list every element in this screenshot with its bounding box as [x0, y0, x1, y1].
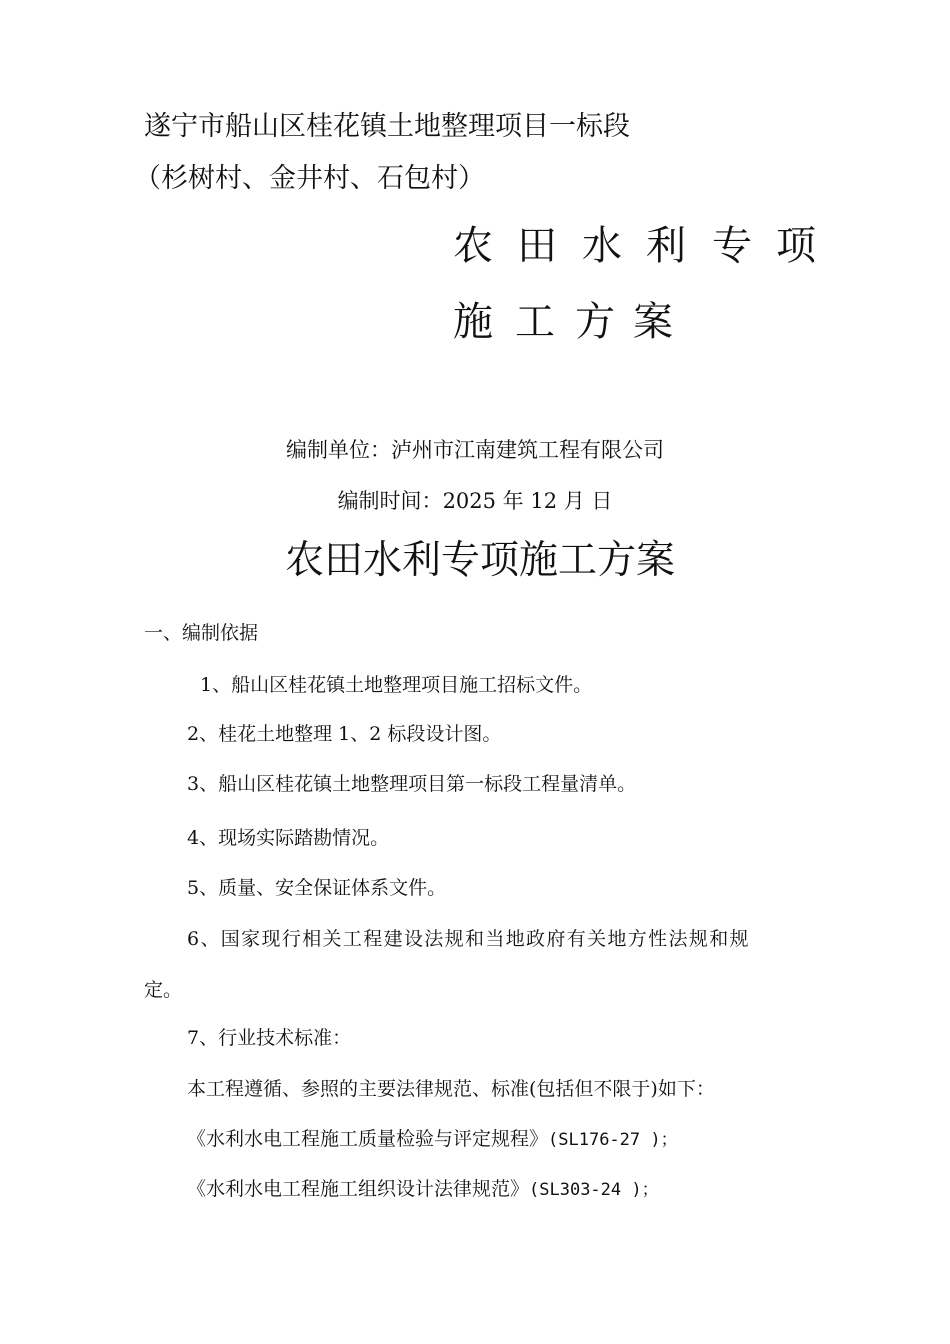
section-heading: 一、编制依据	[144, 622, 259, 644]
list-item: 5、质量、安全保证体系文件。	[187, 877, 447, 899]
cover-title-char: 水	[582, 223, 622, 269]
list-item-continuation: 定。	[144, 979, 183, 1001]
cover-title-char: 农	[453, 223, 493, 269]
cover-title-line-1	[0, 223, 950, 272]
standard-code: (SL303-24 )；	[529, 1180, 659, 1200]
standard-name: 《水利水电工程施工组织设计法律规范》	[187, 1178, 530, 1200]
document-title: 农田水利专项施工方案	[284, 538, 675, 583]
cover-title-char: 工	[515, 299, 555, 345]
cover-title-char: 田	[517, 223, 557, 269]
list-item: 7、行业技术标准：	[187, 1027, 352, 1049]
compile-date	[0, 491, 950, 512]
list-item: 2、桂花土地整理 1、2 标段设计图。	[187, 723, 502, 745]
compiler-unit-label: 编制单位：	[286, 438, 391, 462]
cover-title-char: 案	[633, 299, 673, 345]
compiler-unit-value: 泸州市江南建筑工程有限公司	[391, 438, 664, 462]
list-item: 1、船山区桂花镇土地整理项目施工招标文件。	[200, 674, 593, 696]
standard-item	[187, 1180, 659, 1199]
standard-item	[187, 1130, 678, 1149]
standard-code: (SL176-27 )；	[548, 1130, 678, 1150]
cover-title-char: 利	[646, 223, 686, 269]
cover-title-char: 专	[712, 223, 752, 269]
standard-name: 《水利水电工程施工质量检验与评定规程》	[187, 1128, 549, 1150]
cover-title-char: 方	[575, 299, 615, 345]
cover-title-line-2	[0, 299, 950, 348]
project-title: 遂宁市船山区桂花镇土地整理项目一标段	[144, 111, 630, 142]
cover-title-char: 施	[453, 299, 493, 345]
compiler-unit	[0, 440, 950, 461]
cover-title-char: 项	[776, 223, 816, 269]
compile-date-value: 2025 年 12 月 日	[442, 489, 613, 513]
standards-intro: 本工程遵循、参照的主要法律规范、标准(包括但不限于)如下：	[187, 1078, 715, 1100]
list-item: 3、船山区桂花镇土地整理项目第一标段工程量清单。	[187, 773, 637, 795]
list-item: 6、国家现行相关工程建设法规和当地政府有关地方性法规和规	[187, 928, 750, 950]
list-item: 4、现场实际踏勘情况。	[187, 827, 390, 849]
compile-date-label: 编制时间：	[337, 489, 443, 513]
project-subtitle: （杉树村、金井村、石包村）	[134, 163, 485, 194]
